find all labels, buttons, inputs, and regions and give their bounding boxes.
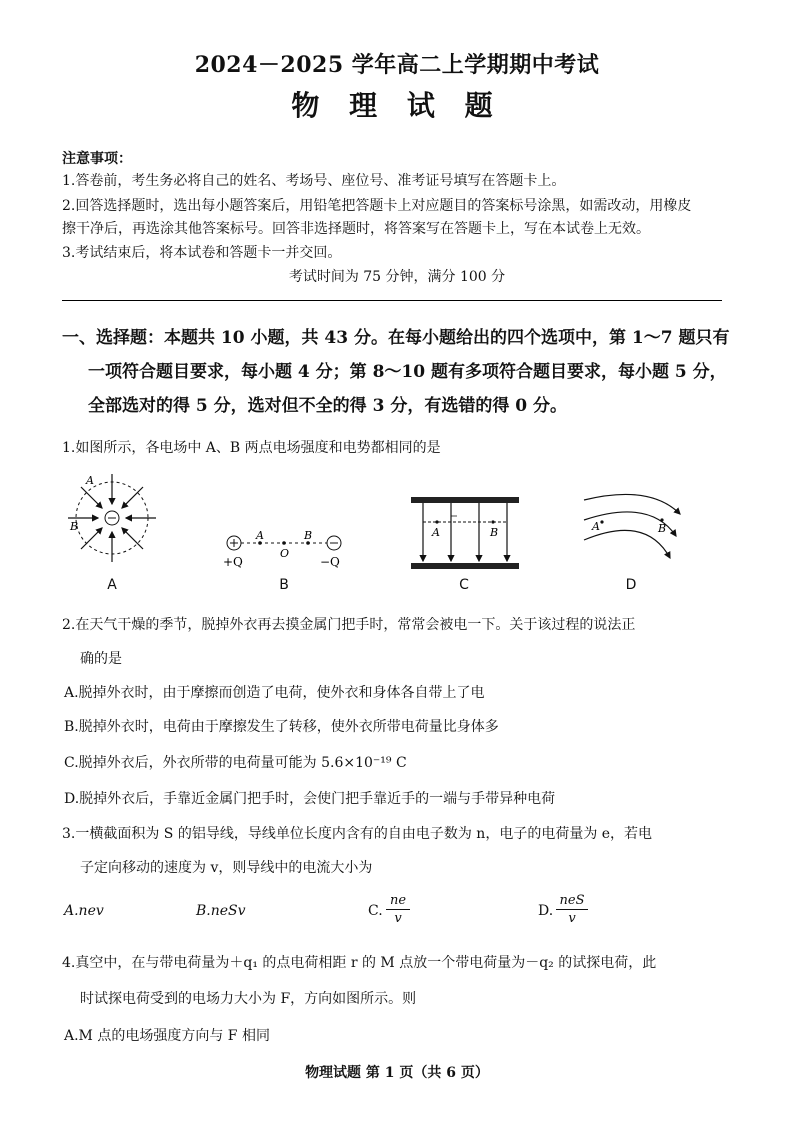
question-2-option-c: C.脱掉外衣后，外衣所带的电荷量可能为 5.6×10⁻¹⁹ C [64,755,407,771]
figure-c-point-a: A [432,526,440,539]
question-3-option-b: B.neSv [196,903,246,919]
section-text: 全部选对的得 5 分，选对但不全的得 3 分，有选错的得 0 分。 [88,396,567,416]
figure-d-label: D [625,577,637,593]
question-3-option-c: C. [368,903,383,919]
page-footer: 物理试题 第 1 页（共 6 页） [305,1065,489,1081]
question-4-option-a: A.M 点的电场强度方向与 F 相同 [64,1028,270,1044]
question-2-stem: 2.在天气干燥的季节，脱掉外衣再去摸金属门把手时，常常会被电一下。关于该过程的说法正 [62,617,636,633]
exam-time: 考试时间为 75 分钟，满分 100 分 [288,269,506,285]
question-2-option-a: A.脱掉外衣时，由于摩擦而创造了电荷，使外衣和身体各自带上了电 [64,685,485,701]
question-4-stem-cont: 时试探电荷受到的电场力大小为 F，方向如图所示。则 [80,991,417,1007]
figure-b-point-o: O [280,547,290,560]
figure-d-curved-field [580,482,690,574]
figure-c-parallel-plates [405,492,525,574]
question-2-option-b: B.脱掉外衣时，电荷由于摩擦发生了转移，使外衣所带电荷量比身体多 [64,719,499,735]
section-text: 一项符合题目要求，每小题 4 分；第 8～10 题有多项符合题目要求，每小题 5 分， [88,362,727,382]
question-4-stem: 4.真空中，在与带电荷量为＋q₁ 的点电荷相距 r 的 M 点放一个带电荷量为－q₂ 的试探电荷，此 [62,955,657,971]
figure-c-label: C [459,577,469,593]
figure-c-point-b: B [490,526,499,539]
figure-b-minus-q: −Q [320,555,340,569]
figure-d-point-a: A [592,520,600,533]
exam-title: 2024－2025 学年高二上学期期中考试 [194,52,600,78]
question-3-option-d-denominator: v [568,911,576,926]
figure-b-plus-q: +Q [223,555,243,569]
figure-a-label: A [107,577,117,593]
figure-a-point-b: B [70,520,79,533]
figure-b-point-b: B [304,529,313,542]
question-3-option-c-denominator: v [394,911,402,926]
subject-title: 物 理 试 题 [291,89,503,122]
question-3-option-a: A.nev [64,903,104,919]
question-3-stem: 3.一横截面积为 S 的铝导线，导线单位长度内含有的自由电子数为 n，电子的电荷量为 e，若电 [62,826,653,842]
figure-b-dipole [220,525,350,570]
question-3-option-c-numerator: ne [386,893,410,910]
note-item: 擦干净后，再选涂其他答案标号。回答非选择题时，将答案写在答题卡上，写在本试卷上无效。 [62,221,650,237]
question-1-stem: 1.如图所示，各电场中 A、B 两点电场强度和电势都相同的是 [62,440,441,456]
question-2-stem-cont: 确的是 [80,651,122,667]
figure-b-point-a: A [256,529,264,542]
question-2-option-d: D.脱掉外衣后，手靠近金属门把手时，会使门把手靠近手的一端与手带异种电荷 [64,791,556,807]
figure-a-negative-charge-field [62,470,162,570]
note-item: 2.回答选择题时，选出每小题答案后，用铅笔把答题卡上对应题目的答案标号涂黑，如需改动，用橡皮 [62,198,692,214]
note-item: 3.考试结束后，将本试卷和答题卡一并交回。 [62,245,342,261]
divider [62,300,722,301]
figure-d-point-b: B [658,522,667,535]
question-3-stem-cont: 子定向移动的速度为 v，则导线中的电流大小为 [80,860,373,876]
note-item: 1.答卷前，考生务必将自己的姓名、考场号、座位号、准考证号填写在答题卡上。 [62,173,566,189]
section-heading: 一、选择题：本题共 10 小题，共 43 分。在每小题给出的四个选项中，第 1～7 题只有 [62,328,730,348]
notes-heading: 注意事项： [62,151,132,167]
figure-a-point-a: A [86,474,94,487]
question-3-option-d: D. [538,903,554,919]
question-3-option-d-numerator: neS [556,893,588,910]
figure-b-label: B [279,577,289,593]
